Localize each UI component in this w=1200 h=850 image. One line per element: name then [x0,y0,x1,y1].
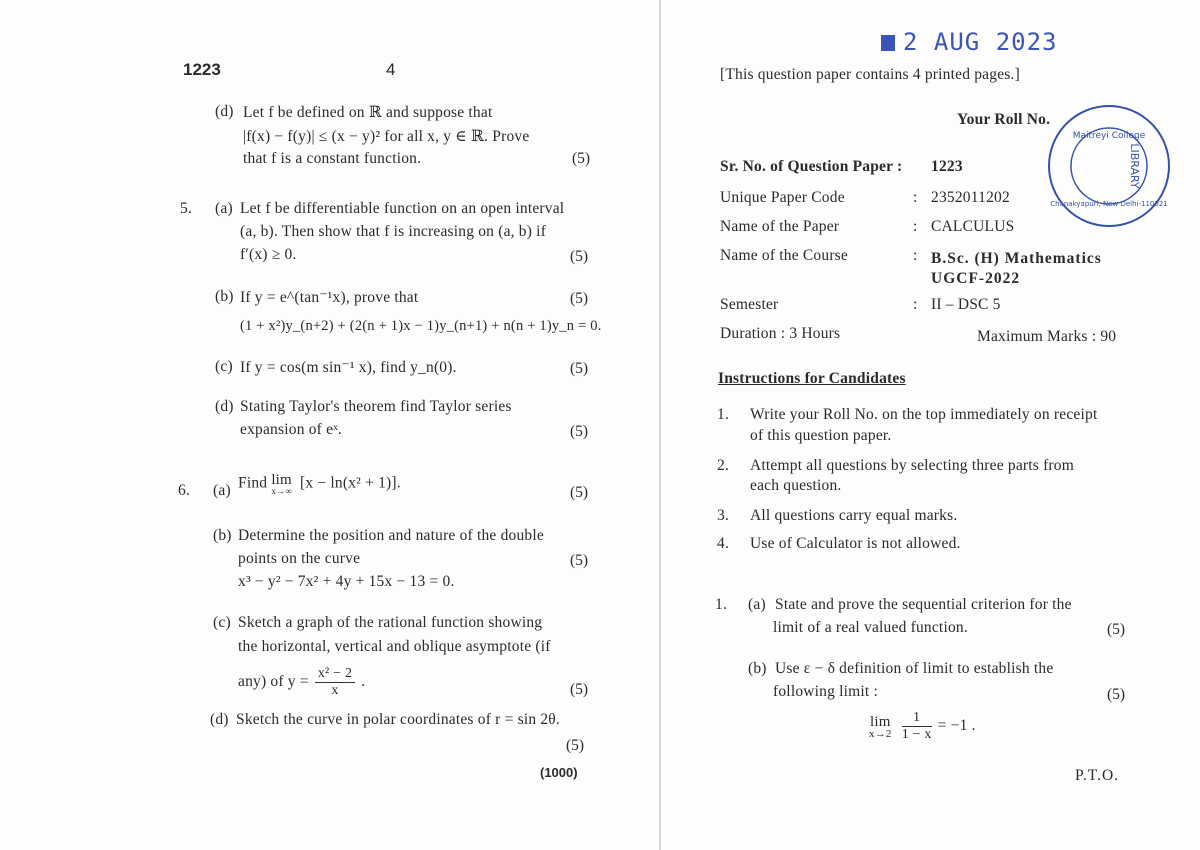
q5a-label: (a) [215,200,233,217]
q5c-label: (c) [215,358,233,375]
instruction-4-line1: Use of Calculator is not allowed. [750,535,961,552]
q5a-line3: f′(x) ≥ 0. [240,246,297,263]
q1b-marks: (5) [1107,686,1126,703]
upc-value: 2352011202 [931,189,1010,206]
q6a-label: (a) [213,482,231,499]
q5a-marks: (5) [570,248,589,265]
instructions-title: Instructions for Candidates [718,370,906,387]
q6a-expression [238,472,401,496]
q1b-fraction [902,710,932,743]
q6c-line2: the horizontal, vertical and oblique asymptote (if [238,638,551,655]
q1b-limit-expression [869,710,976,743]
instruction-1-line1: Write your Roll No. on the top immediately on receipt [750,406,1098,423]
stamp-mark-icon [881,35,895,51]
q6a-expr: [x − ln(x² + 1)]. [300,474,401,492]
course-value-line2: UGCF-2022 [931,270,1021,287]
q6c-label: (c) [213,614,231,631]
q5d-line1: Stating Taylor's theorem find Taylor series [240,398,512,415]
q6b-marks: (5) [570,552,589,569]
q1b-lim-word: lim [870,713,891,730]
q6c-numerator: x² − 2 [315,666,355,683]
roll-no-label: Your Roll No. [957,111,1051,128]
pages-note: [This question paper contains 4 printed pages.] [720,66,1020,83]
paper-name-label: Name of the Paper [720,218,840,235]
q6a-lim-sub: x→∞ [271,486,292,496]
instruction-1-line2: of this question paper. [750,427,892,444]
paper-name-sep: : [913,218,918,235]
q1-number: 1. [715,596,728,613]
q1a-marks: (5) [1107,621,1126,638]
q6d-label: (d) [210,711,229,728]
q6d-marks: (5) [566,737,585,754]
max-marks: Maximum Marks : 90 [977,328,1117,345]
q6d-line1: Sketch the curve in polar coordinates of r = sin 2θ. [236,711,560,728]
semester-sep: : [913,296,918,313]
date-stamp-text: 2 AUG 2023 [903,28,1058,56]
q6a-find-text: Find [238,474,268,492]
course-sep: : [913,247,918,264]
pto: P.T.O. [1075,767,1120,784]
q5b-line1: If y = e^(tan⁻¹x), prove that [240,289,419,306]
instruction-2-num: 2. [717,457,730,474]
course-label: Name of the Course [720,247,848,264]
stamp-college: Maitreyi College [1072,131,1146,141]
q4d-line3: that f is a constant function. [243,150,422,167]
q5b-equation: (1 + x²)y_(n+2) + (2(n + 1)x − 1)y_(n+1) + n(n + 1)y_n = 0. [240,318,602,334]
q6c-marks: (5) [570,681,589,698]
q1b-numerator: 1 [902,710,932,727]
q6a-lim-word: lim [271,472,292,488]
instruction-3-line1: All questions carry equal marks. [750,507,958,524]
q5-number: 5. [180,200,193,217]
q5d-marks: (5) [570,423,589,440]
q6a-limit [271,472,292,496]
q6b-equation: x³ − y² − 7x² + 4y + 15x − 13 = 0. [238,573,455,590]
q6c-fraction [315,666,355,699]
q6b-line2: points on the curve [238,550,361,567]
q1b-line2: following limit : [773,683,879,700]
q4d-label: (d) [215,103,234,120]
q1b-limit [869,714,892,740]
print-count: (1000) [540,765,578,780]
q1b-rhs: = −1 . [937,717,976,735]
semester-label: Semester [720,296,779,313]
q5a-line1: Let f be differentiable function on an open interval [240,200,565,217]
q6b-line1: Determine the position and nature of the double [238,527,544,544]
stamp-place: Chanakyapuri, New Delhi-110021 [1050,200,1168,208]
q6b-label: (b) [213,527,232,544]
q5c-marks: (5) [570,360,589,377]
stamp-library: LIBRARY [1128,143,1141,189]
q1a-line1: State and prove the sequential criterion for the [775,596,1072,613]
q1a-label: (a) [748,596,766,613]
q4d-line1: Let f be defined on ℝ and suppose that [243,104,493,121]
q4d-line2: |f(x) − f(y)| ≤ (x − y)² for all x, y ∈ ℝ. Prove [243,128,530,145]
date-stamp [881,28,1058,56]
upc-label: Unique Paper Code [720,189,845,206]
q5b-marks: (5) [570,290,589,307]
q6c-line3 [238,666,365,699]
q6c-denominator: x [331,683,339,698]
page-number: 4 [386,60,396,79]
instruction-3-num: 3. [717,507,730,524]
paper-name-value: CALCULUS [931,218,1015,235]
q6c-line1: Sketch a graph of the rational function showing [238,614,543,631]
instruction-2-line1: Attempt all questions by selecting three parts from [750,457,1074,474]
q6c-anyof: any) of y = [238,673,309,691]
sr-no-label: Sr. No. of Question Paper : [720,158,903,175]
q5d-line2: expansion of eˣ. [240,421,342,438]
duration: Duration : 3 Hours [720,325,841,342]
q6c-period: . [361,673,366,691]
q1b-denominator: 1 − x [901,727,932,742]
semester-value: II – DSC 5 [931,296,1001,313]
q1b-label: (b) [748,660,767,677]
instruction-4-num: 4. [717,535,730,552]
library-stamp [1041,98,1177,234]
q5c-line1: If y = cos(m sin⁻¹ x), find y_n(0). [240,359,457,376]
right-page [661,0,1200,850]
course-value: B.Sc. (H) Mathematics [931,250,1102,267]
q1b-lim-sub: x→2 [869,727,892,740]
instruction-2-line2: each question. [750,477,842,494]
q1a-line2: limit of a real valued function. [773,619,968,636]
sr-no-value: 1223 [931,158,963,175]
q1b-line1: Use ε − δ definition of limit to establish the [775,660,1054,677]
q6-number: 6. [178,482,191,499]
q6a-marks: (5) [570,484,589,501]
paper-code: 1223 [183,60,221,79]
q4d-marks: (5) [572,150,591,167]
q5d-label: (d) [215,398,234,415]
q5b-label: (b) [215,288,234,305]
q5a-line2: (a, b). Then show that f is increasing on (a, b) if [240,223,547,240]
instruction-1-num: 1. [717,406,730,423]
upc-sep: : [913,189,918,206]
